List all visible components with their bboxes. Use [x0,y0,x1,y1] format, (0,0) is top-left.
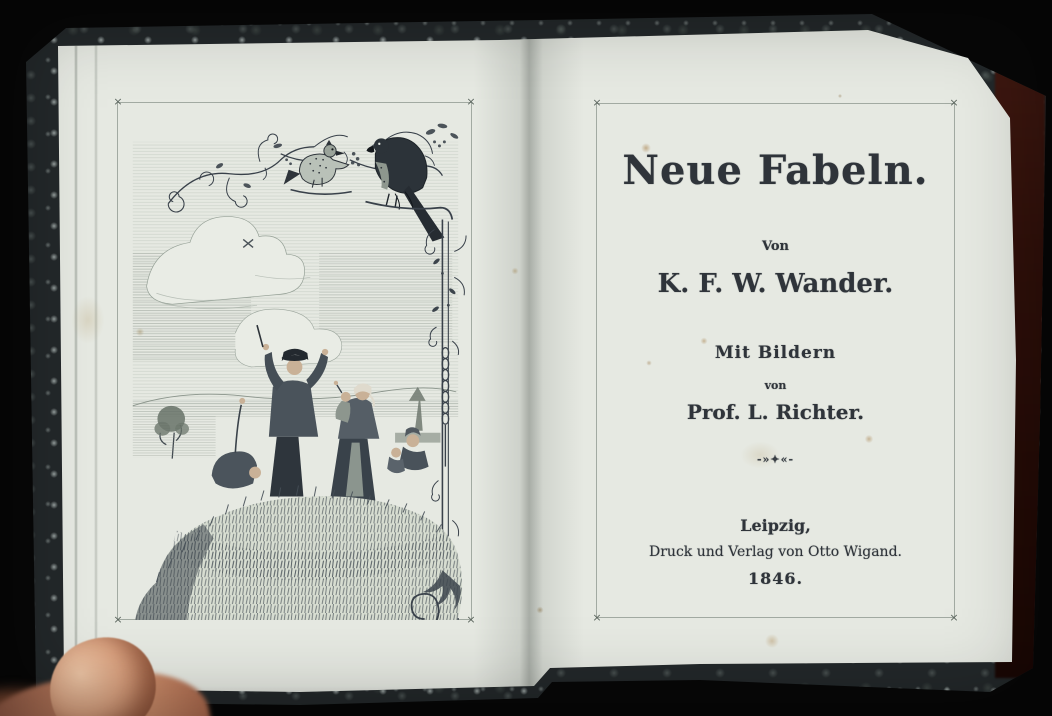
corner-ornament-icon: × [113,613,123,626]
title-page [596,103,955,618]
corner-ornament-icon: × [466,95,476,108]
byline-prefix: Von [761,239,789,254]
imprint-city: Leipzig, [740,516,811,535]
illustrator-prefix: von [764,379,787,392]
printer-ornament-icon: -»✦«- [756,453,795,466]
frontispiece-engraving [117,102,472,620]
imprint-year: 1846. [747,569,804,588]
author-name: K. F. W. Wander. [657,269,894,299]
with-pictures-note: Mit Bildern [714,343,837,363]
corner-ornament-icon: × [949,611,959,624]
illustrator-name: Prof. L. Richter. [686,400,865,424]
corner-ornament-icon: × [113,95,123,108]
corner-ornament-icon: × [592,96,602,109]
corner-ornament-icon: × [466,613,476,626]
imprint-publisher: Druck und Verlag von Otto Wigand. [649,544,902,560]
book-title: Neue Fabeln. [622,147,929,194]
corner-ornament-icon: × [592,611,602,624]
corner-ornament-icon: × [949,96,959,109]
